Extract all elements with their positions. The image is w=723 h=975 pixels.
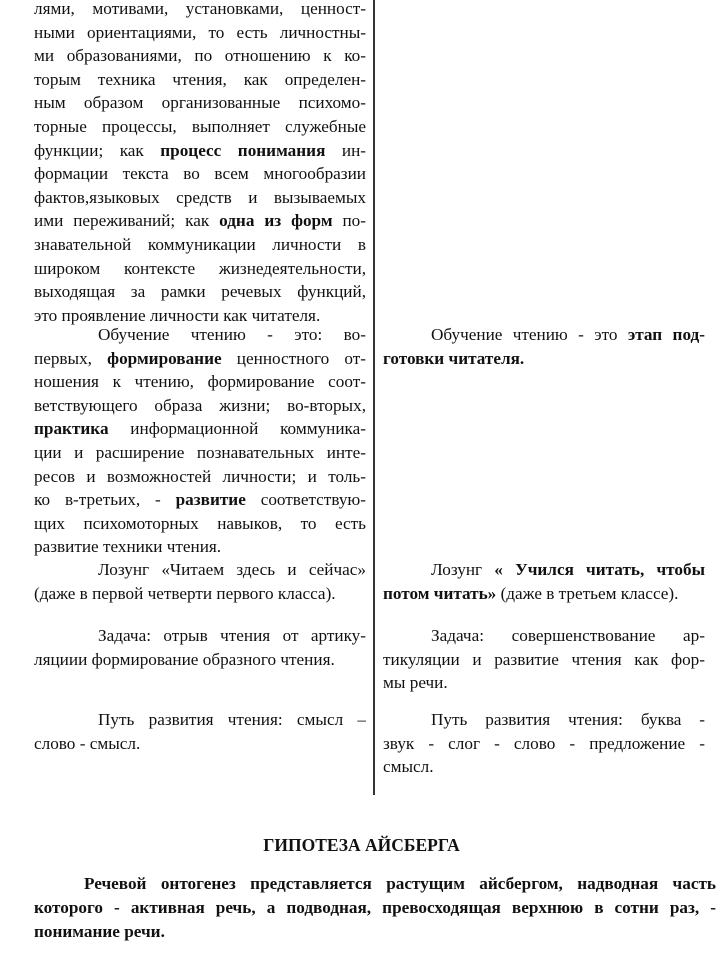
- text-run: ко в-третьих, -: [34, 490, 176, 510]
- text-line: [34, 209, 366, 233]
- bold-term: « Учился читать, чтобы: [494, 560, 705, 579]
- text-line: ным образом организованные психомо-: [34, 93, 366, 113]
- text-line: [383, 558, 705, 582]
- text-line: Лозунг «Читаем здесь и сейчас»: [98, 560, 366, 579]
- text-line: Путь развития чтения: смысл –: [98, 710, 366, 729]
- text-line: которого - активная речь, а подводная, превосходящая верхнюю в сотни раз, -: [34, 897, 716, 917]
- left-block-path: [34, 708, 366, 755]
- text-line: [34, 488, 366, 512]
- text-line: (даже в первой четверти первого класса).: [34, 583, 336, 603]
- text-line: выходящая за рамки речевых функций,: [34, 282, 366, 302]
- text-run: ин-: [325, 140, 366, 160]
- text-line: ветствующего образа жизни; во-вторых,: [34, 395, 366, 415]
- text-run: информационной коммуника-: [108, 419, 366, 439]
- text-line: торым техника чтения, как определен-: [34, 69, 366, 89]
- text-line: Задача: совершенствование ар-: [431, 626, 705, 645]
- text-line: широком контексте жизнедеятельности,: [34, 258, 366, 278]
- bold-term: развитие: [175, 490, 246, 510]
- bold-term: потом читать»: [383, 583, 497, 603]
- text-line: тикуляции и развитие чтения как фор-: [383, 649, 705, 669]
- text-run: Обучение чтению - это: [431, 325, 628, 344]
- text-line: смысл.: [383, 757, 434, 777]
- text-line: лями, мотивами, установками, ценност-: [34, 0, 366, 18]
- text-line: [34, 417, 366, 441]
- text-run: Лозунг: [431, 560, 495, 579]
- text-line: ными ориентациями, то есть личностны-: [34, 22, 366, 42]
- bold-term: формирование: [107, 348, 222, 368]
- text-line: мы речи.: [383, 673, 448, 693]
- left-block-learning: [34, 323, 366, 559]
- text-line: Обучение чтению - это: во-: [98, 325, 366, 344]
- right-block-path: [383, 708, 705, 779]
- text-run: соответствую-: [245, 490, 367, 510]
- text-line: знавательной коммуникации личности в: [34, 234, 366, 254]
- text-run: (даже в третьем классе).: [496, 583, 679, 603]
- text-line: [34, 139, 366, 163]
- column-divider: [373, 0, 375, 795]
- section-title: ГИПОТЕЗА АЙСБЕРГА: [263, 835, 460, 855]
- text-line: слово - смысл.: [34, 733, 141, 753]
- bold-term: этап под-: [627, 325, 705, 344]
- text-line: Задача: отрыв чтения от артику-: [98, 626, 366, 645]
- text-line: [383, 323, 705, 347]
- left-block-task: [34, 624, 366, 671]
- text-line: развитие техники чтения.: [34, 537, 222, 557]
- text-line: ции и расширение познавательных инте-: [34, 442, 366, 462]
- text-line: ми образованиями, по отношению к ко-: [34, 46, 366, 66]
- text-line: щих психомоторных навыков, то есть: [34, 513, 366, 533]
- text-line: это проявление личности как читателя.: [34, 305, 321, 325]
- bold-term: практика: [34, 419, 109, 439]
- text-run: первых,: [34, 348, 108, 368]
- bold-term: процесс понимания: [160, 140, 326, 160]
- text-run: ценностного от-: [221, 348, 366, 368]
- text-run: функции; как: [34, 140, 161, 160]
- text-line: ношения к чтению, формирование соот-: [34, 372, 366, 392]
- bold-term: одна из форм: [219, 211, 333, 231]
- text-line: [383, 347, 705, 371]
- text-line: ляциии формирование образного чтения.: [34, 649, 335, 669]
- hypothesis-paragraph: [34, 872, 716, 943]
- text-line: формации текста во всем многообразии: [34, 164, 366, 184]
- text-run: ими переживаний; как: [34, 211, 220, 231]
- left-block-intro: [34, 0, 366, 327]
- text-line: ресов и возможностей личности; и толь-: [34, 466, 366, 486]
- text-line: [34, 347, 366, 371]
- text-line: звук - слог - слово - предложение -: [383, 733, 705, 753]
- left-block-slogan: [34, 558, 366, 605]
- text-line: понимание речи.: [34, 921, 165, 941]
- text-line: торные процессы, выполняет служебные: [34, 116, 366, 136]
- right-block-slogan: [383, 558, 705, 605]
- bold-term: готовки читателя.: [383, 348, 525, 368]
- text-line: Путь развития чтения: буква -: [431, 710, 705, 729]
- text-run: по-: [332, 211, 366, 231]
- right-block-task: [383, 624, 705, 695]
- text-line: Речевой онтогенез представляется растущим айсбергом, надводная часть: [84, 874, 716, 893]
- right-block-learning: [383, 323, 705, 370]
- text-line: фактов,языковых средств и вызываемых: [34, 187, 366, 207]
- text-line: [383, 582, 705, 606]
